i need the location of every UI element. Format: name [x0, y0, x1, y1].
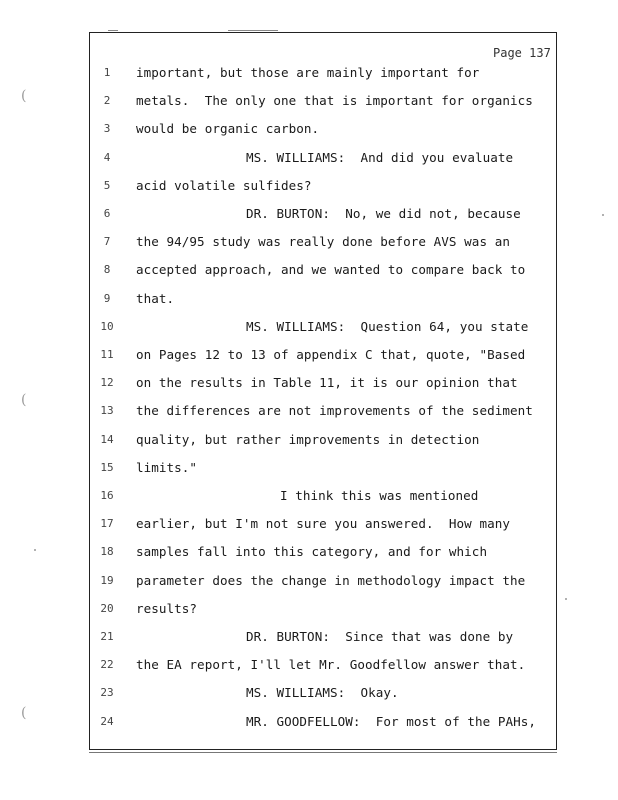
page-number-label: Page 137 [493, 46, 551, 60]
line-text: MS. WILLIAMS: Question 64, you state [246, 318, 529, 334]
line-number: 14 [100, 432, 114, 446]
transcript-line [0, 261, 618, 281]
transcript-line [0, 149, 618, 169]
line-number: 2 [103, 94, 111, 108]
line-number: 11 [100, 348, 114, 361]
line-number: 18 [100, 545, 114, 559]
scan-speck [34, 549, 36, 551]
line-number: 24 [100, 714, 114, 728]
line-text: quality, but rather improvements in detection [136, 431, 480, 447]
transcript-line [0, 543, 618, 563]
line-text: MS. WILLIAMS: Okay. [246, 685, 399, 701]
transcript-line [0, 177, 618, 197]
transcript-line [0, 290, 618, 310]
line-number: 12 [100, 376, 114, 390]
line-text: on Pages 12 to 13 of appendix C that, quote, "Based [136, 347, 526, 362]
line-text: acid volatile sulfides? [136, 177, 312, 193]
line-text: DR. BURTON: No, we did not, because [246, 206, 521, 221]
line-number: 23 [100, 686, 114, 700]
transcript-line [0, 459, 618, 479]
transcript-line [0, 64, 618, 84]
line-number: 17 [100, 517, 114, 531]
line-text: samples fall into this category, and for which [136, 544, 488, 560]
line-number: 19 [100, 573, 114, 587]
line-text: the differences are not improvements of the sediment [136, 403, 533, 419]
transcript-line [0, 233, 618, 253]
binder-hole-mark: ( [21, 705, 27, 721]
line-text: the 94/95 study was really done before AVS was an [136, 234, 510, 250]
transcript-line [0, 92, 618, 112]
line-number: 1 [103, 66, 111, 79]
transcript-line [0, 628, 618, 648]
line-number: 9 [103, 291, 111, 305]
line-text: that. [136, 290, 175, 306]
transcript-line [0, 600, 618, 620]
binder-hole-mark: ( [21, 88, 27, 104]
line-text: limits." [136, 459, 198, 475]
line-text: earlier, but I'm not sure you answered. How many [136, 516, 510, 532]
line-number: 20 [100, 601, 114, 615]
line-text: MS. WILLIAMS: And did you evaluate [246, 149, 514, 165]
top-margin-mark [228, 30, 278, 31]
line-number: 15 [100, 460, 114, 474]
transcript-line [0, 346, 618, 366]
scan-speck [565, 598, 567, 600]
scan-speck [602, 214, 604, 216]
line-number: 5 [103, 178, 111, 192]
transcript-line [0, 487, 618, 507]
transcript-line [0, 205, 618, 225]
line-text: accepted approach, and we wanted to compare back to [136, 262, 526, 278]
line-text: the EA report, I'll let Mr. Goodfellow answer that. [136, 657, 526, 673]
line-number: 13 [100, 404, 114, 418]
line-text: I think this was mentioned [280, 488, 479, 503]
bottom-rule [89, 752, 557, 753]
transcript-line [0, 684, 618, 704]
line-text: DR. BURTON: Since that was done by [246, 629, 514, 644]
line-text: would be organic carbon. [136, 121, 320, 137]
transcript-line [0, 431, 618, 451]
transcript-line [0, 656, 618, 676]
line-number: 6 [103, 207, 111, 220]
transcript-line [0, 318, 618, 338]
line-number: 4 [103, 150, 111, 164]
line-text: MR. GOODFELLOW: For most of the PAHs, [246, 713, 537, 729]
line-number: 8 [103, 263, 111, 277]
binder-hole-mark: ( [21, 392, 27, 408]
line-text: results? [136, 600, 198, 616]
line-number: 16 [100, 489, 114, 502]
line-number: 22 [100, 658, 114, 672]
line-text: important, but those are mainly important for [136, 65, 480, 80]
line-number: 3 [103, 122, 111, 136]
transcript-line [0, 374, 618, 394]
transcript-line [0, 402, 618, 422]
top-margin-mark [108, 30, 118, 31]
line-number: 7 [103, 235, 111, 249]
transcript-line [0, 713, 618, 733]
transcript-line [0, 572, 618, 592]
line-number: 10 [100, 319, 114, 333]
line-text: metals. The only one that is important for organics [136, 93, 533, 109]
transcript-line [0, 515, 618, 535]
line-number: 21 [100, 630, 114, 643]
transcript-line [0, 120, 618, 140]
line-text: parameter does the change in methodology impact the [136, 572, 526, 588]
line-text: on the results in Table 11, it is our opinion that [136, 375, 518, 391]
